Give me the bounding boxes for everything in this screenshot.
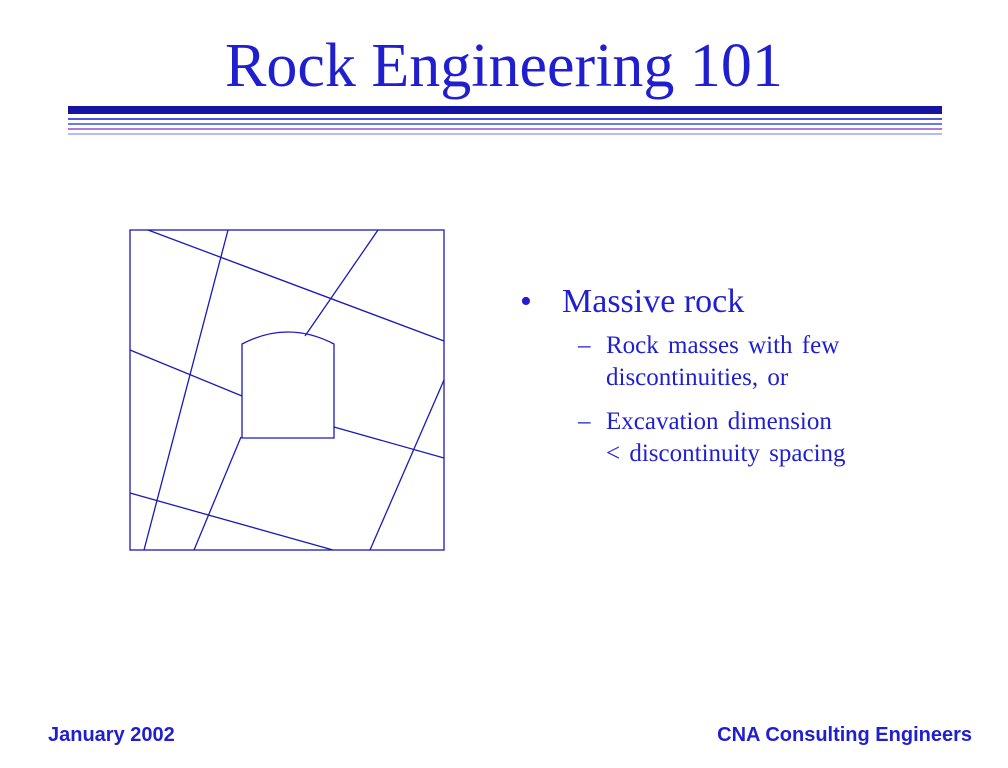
bullet-marker: • <box>520 283 532 320</box>
rock-mass-boundary <box>130 230 444 550</box>
excavation-opening <box>242 332 334 438</box>
joint-line <box>334 427 444 458</box>
joint-line <box>148 230 444 341</box>
slide-title: Rock Engineering 101 <box>225 32 783 100</box>
sub-bullet-item <box>520 406 980 470</box>
sub-bullet-marker: – <box>578 408 591 435</box>
sub-bullet-line: Excavation dimension <box>606 408 832 435</box>
joint-line <box>370 380 444 550</box>
sub-bullet-line: discontinuities, or <box>606 364 789 391</box>
bullet-list <box>520 280 980 470</box>
bullet-item <box>520 280 980 324</box>
bullet-text: Massive rock <box>562 283 745 320</box>
title-underline-rules <box>0 100 1008 140</box>
sub-bullet-marker: – <box>578 332 591 359</box>
sub-bullet-line: < discontinuity spacing <box>606 440 846 467</box>
joint-line <box>144 230 228 550</box>
massive-rock-diagram <box>120 220 460 560</box>
joint-line <box>305 230 378 336</box>
joint-line <box>130 493 333 550</box>
joint-line <box>194 437 241 550</box>
sub-bullet-item <box>520 330 980 394</box>
rule-thick <box>68 106 942 114</box>
footer-date: January 2002 <box>48 724 175 746</box>
footer-company: CNA Consulting Engineers <box>717 724 972 746</box>
sub-bullet-line: Rock masses with few <box>606 332 840 359</box>
